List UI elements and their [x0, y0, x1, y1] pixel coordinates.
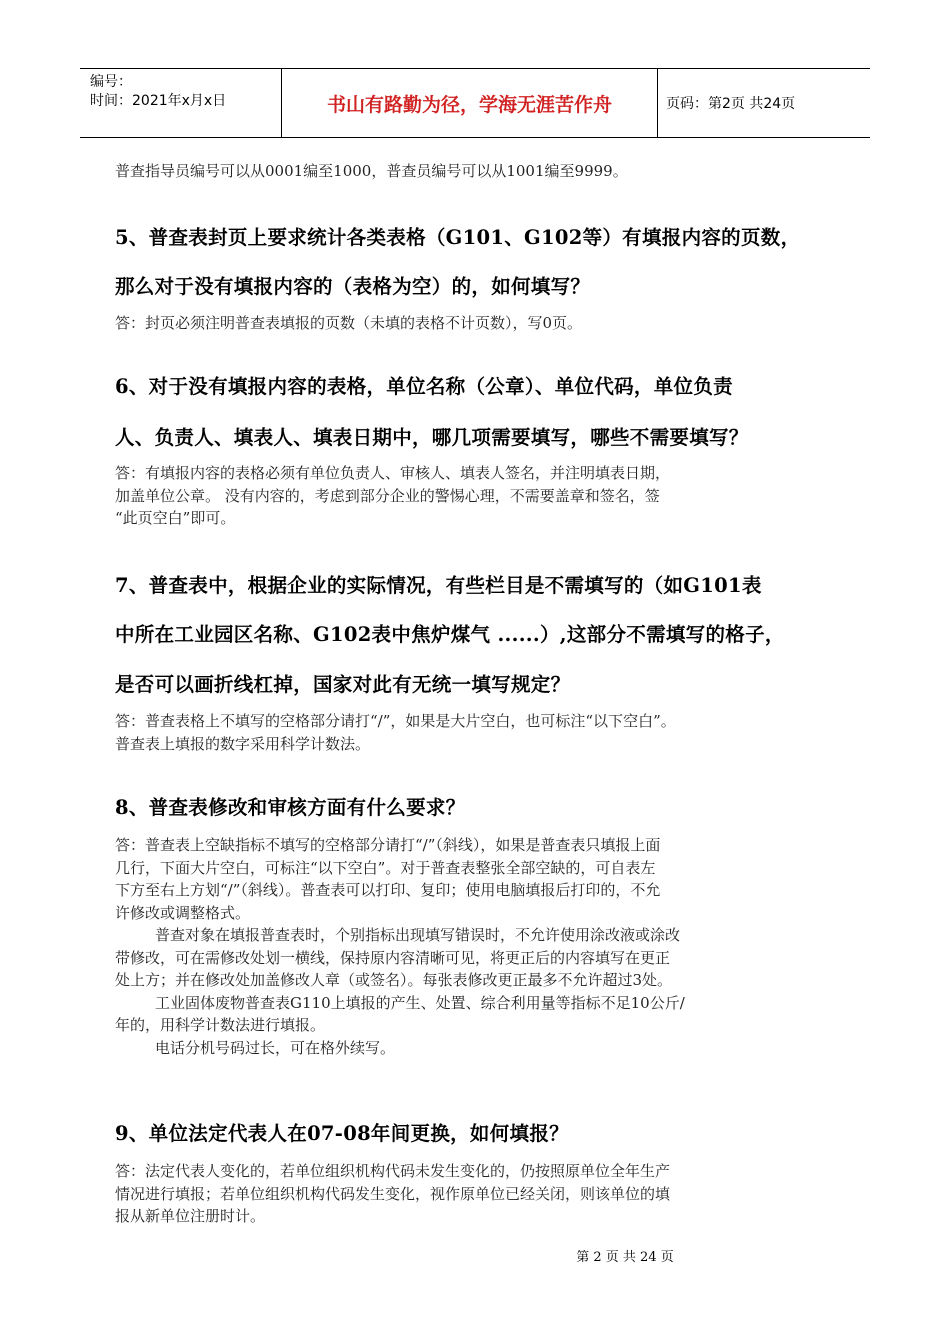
answer-line: 答：封页必须注明普查表填报的页数（未填的表格不计页数），写0页。: [115, 314, 583, 332]
answer-line: 几行，下面大片空白，可标注“以下空白”。对于普查表整张全部空缺的，可自表左: [115, 858, 656, 877]
header-motto: 书山有路勤为径，学海无涯苦作舟: [282, 69, 658, 137]
answer-line: 电话分机号码过长，可在格外续写。: [155, 1038, 396, 1057]
answer-line: 带修改，可在需修改处划一横线，保持原内容清晰可见，将更正后的内容填写在更正: [115, 948, 671, 967]
question-6-line-1: 6、对于没有填报内容的表格，单位名称（公章）、单位代码，单位负责: [115, 375, 733, 398]
answer-line: 普查对象在填报普查表时，个别指标出现填写错误时，不允许使用涂改液或涂改: [155, 926, 681, 944]
question-9: 9、单位法定代表人在07-08年间更换，如何填报？: [115, 1122, 569, 1145]
answer-line: 答：有填报内容的表格必须有单位负责人、审核人、填表人签名，并注明填表日期，: [115, 464, 671, 482]
answer-line: 处上方；并在修改处加盖修改人章（或签名）。每张表修改更正最多不允许超过3处。: [115, 971, 673, 989]
intro-text: 普查指导员编号可以从0001编至1000，普查员编号可以从1001编至9999。: [115, 162, 628, 180]
answer-line: 答：法定代表人变化的，若单位组织机构代码未发生变化的，仍按照原单位全年生产: [115, 1162, 671, 1180]
answer-7: [115, 710, 850, 755]
answer-line: 情况进行填报；若单位组织机构代码发生变化，视作原单位已经关闭，则该单位的填: [115, 1184, 671, 1203]
question-5-line-1: 5、普查表封页上要求统计各类表格（G101、G102等）有填报内容的页数，: [115, 226, 801, 249]
answer-line: 工业固体废物普查表G110上填报的产生、处置、综合利用量等指标不足10公斤/: [155, 993, 685, 1012]
answer-line: 许修改或调整格式。: [115, 903, 251, 922]
question-7-line-3: 是否可以画折线杠掉，国家对此有无统一填写规定？: [115, 673, 571, 696]
answer-line: “此页空白”即可。: [115, 509, 236, 527]
answer-line: 普查表上填报的数字采用科学计数法。: [115, 734, 371, 753]
question-7-line-1: 7、普查表中，根据企业的实际情况，有些栏目是不需填写的（如G101表: [115, 574, 762, 597]
answer-8: [115, 834, 850, 1059]
header-meta: [80, 69, 282, 137]
answer-5: [115, 312, 850, 335]
question-5-line-2: 那么对于没有填报内容的（表格为空）的，如何填写？: [115, 275, 591, 298]
answer-line: 答：普查表上空缺指标不填写的空格部分请打“/”（斜线），如果是普查表只填报上面: [115, 836, 661, 854]
answer-line: 年的，用科学计数法进行填报。: [115, 1016, 326, 1034]
question-8: 8、普查表修改和审核方面有什么要求？: [115, 796, 466, 819]
number-label: 编号：: [90, 74, 132, 90]
page-footer: 第 2 页 共 24 页: [576, 1250, 674, 1265]
answer-line: 下方至右上方划“/”（斜线）。普查表可以打印、复印；使用电脑填报后打印的，不允: [115, 881, 661, 899]
answer-line: 加盖单位公章。 没有内容的，考虑到部分企业的警惕心理，不需要盖章和签名，签: [115, 486, 660, 505]
answer-line: 答：普查表格上不填写的空格部分请打“/”，如果是大片空白，也可标注“以下空白”。: [115, 712, 676, 730]
answer-9: [115, 1160, 850, 1228]
answer-line: 报从新单位注册时计。: [115, 1207, 266, 1225]
question-6-line-2: 人、负责人、填表人、填表日期中，哪几项需要填写，哪些不需要填写？: [115, 426, 749, 449]
time-label: 时间：2021年x月x日: [90, 93, 227, 109]
answer-6: [115, 462, 850, 530]
header-page-label: 页码：第2页 共24页: [666, 96, 796, 112]
question-7-line-2: 中所在工业园区名称、G102表中焦炉煤气 ......）,这部分不需填写的格子，: [115, 623, 785, 646]
page-header: [80, 68, 870, 138]
intro-paragraph: [115, 160, 850, 183]
